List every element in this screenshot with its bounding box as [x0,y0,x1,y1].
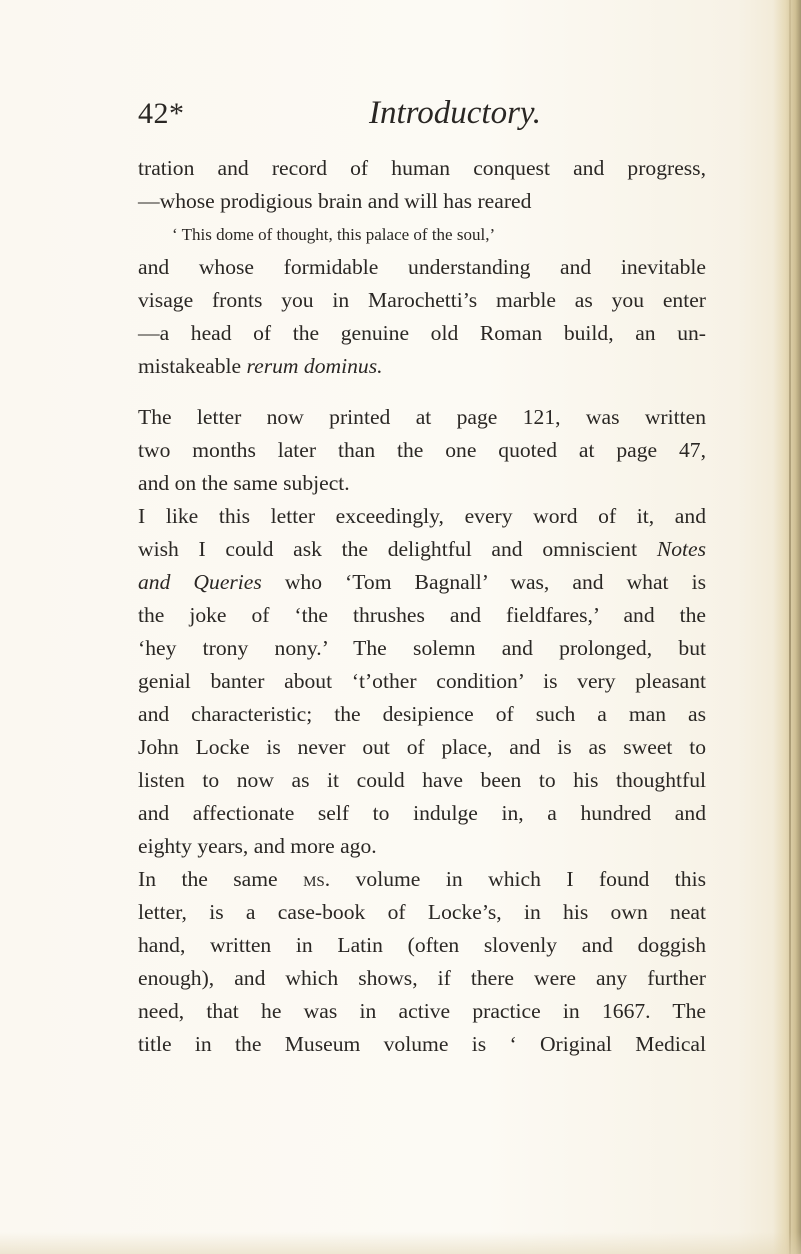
text-line: and affectionate self to indulge in, a hundred and [138,801,706,825]
page-gutter-shadow [773,0,801,1254]
text-span: In the same [138,867,304,891]
page-number: 42* [138,97,185,130]
text-line [138,863,706,896]
manuscript-abbr: ms. [303,867,331,891]
text-line: the joke of ‘the thrushes and fieldfares,’ and the [138,603,706,627]
paragraph-gap [138,383,706,401]
text-span: who ‘Tom Bagnall’ was, and what is [261,570,706,594]
text-span: wish I could ask the delightful and omniscient [138,537,657,561]
text-line: letter, is a case-book of Locke’s, in his own neat [138,900,706,924]
text-line: I like this letter exceedingly, every word of it, and [138,504,706,528]
text-span: volume in which I found this [330,867,706,891]
text-line [138,533,706,566]
text-line: ‘hey trony nony.’ The solemn and prolonged, but [138,636,706,660]
text-line: The letter now printed at page 121, was written [138,405,706,429]
text-line: —whose prodigious brain and will has reared [138,189,532,213]
text-line: tration and record of human conquest and progress, [138,156,706,180]
quotation-line: ‘ This dome of thought, this palace of the soul,’ [172,225,496,244]
text-line: listen to now as it could have been to his thoughtful [138,768,706,792]
page-edge-line [789,0,791,1254]
text-line: John Locke is never out of place, and is as sweet to [138,735,706,759]
running-head: Introductory. [369,95,542,131]
text-line: need, that he was in active practice in 1667. The [138,999,706,1023]
body-text [138,152,706,1061]
page-bottom-edge [0,1232,801,1254]
text-line [138,566,706,599]
text-line: title in the Museum volume is ‘ Original Medical [138,1032,706,1056]
text-line: and on the same subject. [138,471,350,495]
text-line: and whose formidable understanding and inevitable [138,255,706,279]
text-line [138,350,706,383]
text-line: and characteristic; the desipience of such a man as [138,702,706,726]
text-line: enough), and which shows, if there were any further [138,966,706,990]
page-header [138,95,698,139]
journal-title: and Queries [138,570,262,594]
text-line: genial banter about ‘t’other condition’ is very pleasant [138,669,706,693]
text-line: visage fronts you in Marochetti’s marble as you enter [138,288,706,312]
text-span: mistakeable [138,354,247,378]
text-line: eighty years, and more ago. [138,834,377,858]
text-line: two months later than the one quoted at page 47, [138,438,706,462]
text-line: —a head of the genuine old Roman build, an un- [138,321,706,345]
text-line: hand, written in Latin (often slovenly and doggish [138,933,706,957]
journal-title: Notes [656,537,706,561]
latin-phrase: rerum dominus. [246,354,383,378]
